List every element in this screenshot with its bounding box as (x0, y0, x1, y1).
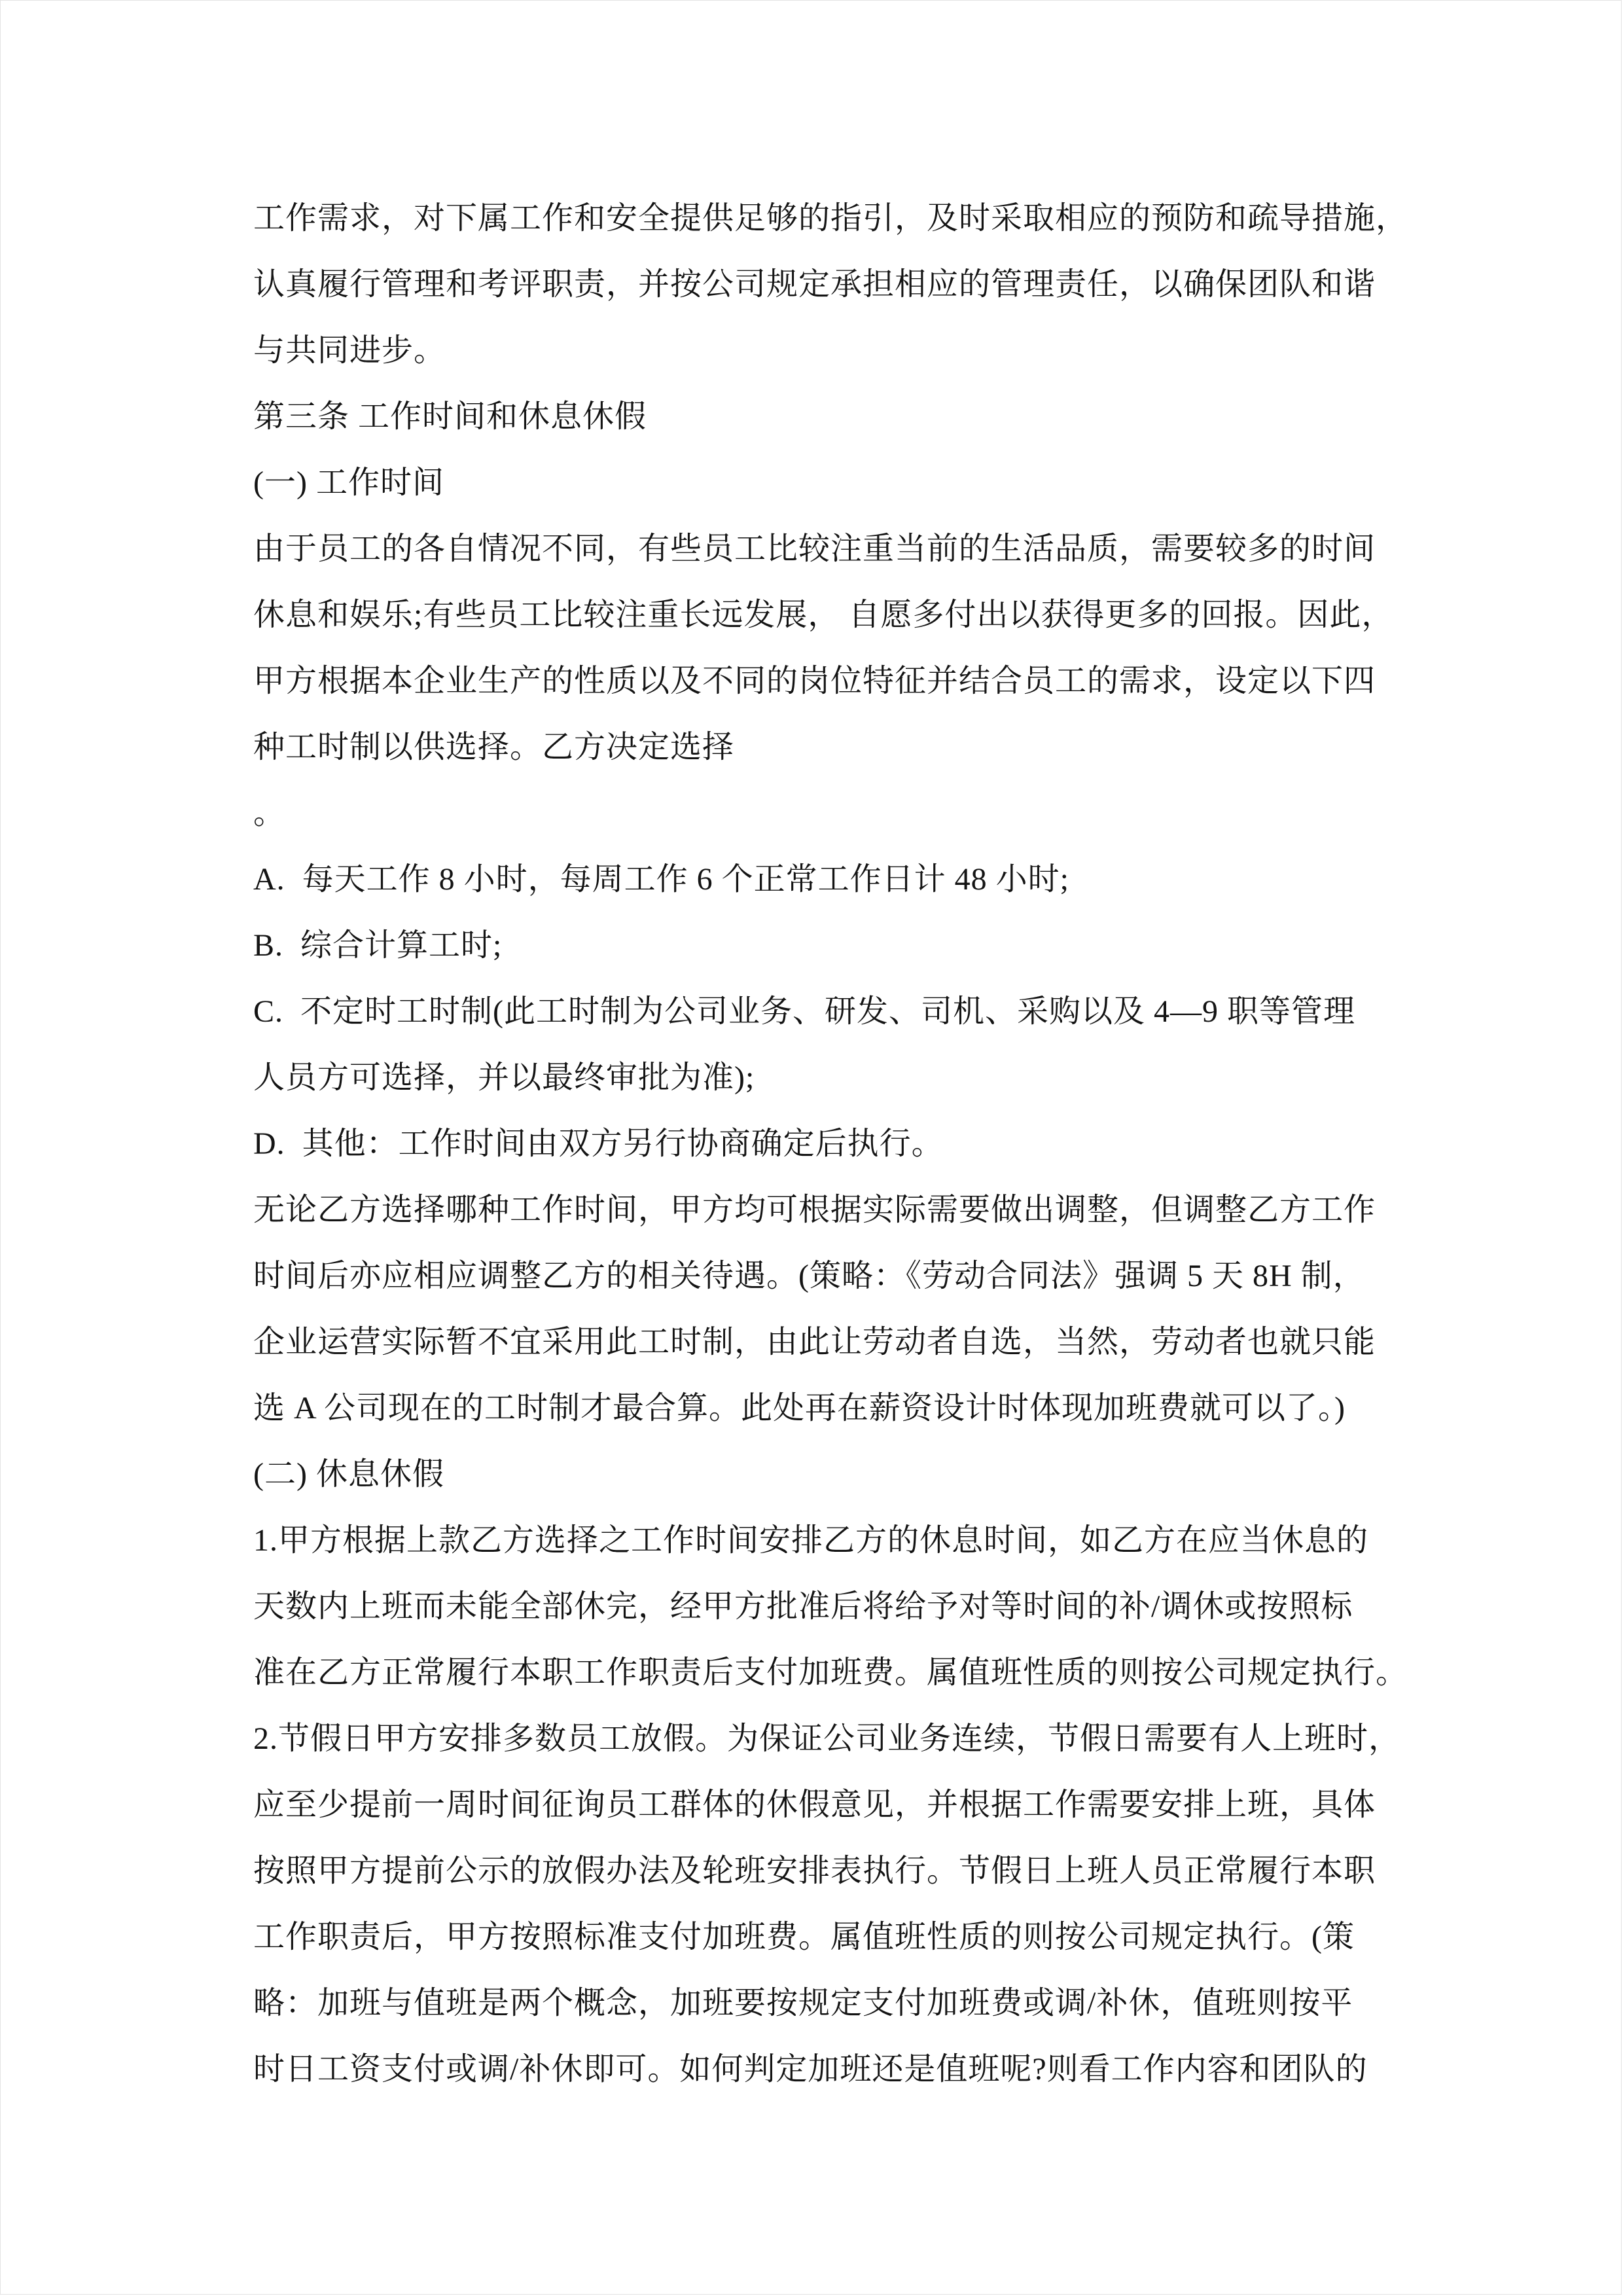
heading-rest-leave: (二) 休息休假 (253, 1457, 444, 1492)
list-item-a: A. 每天工作 8 小时，每周工作 6 个正常工作日计 48 小时; (253, 862, 1070, 897)
text-line: 工作需求，对下属工作和安全提供足够的指引，及时采取相应的预防和疏导措施， (253, 201, 1408, 236)
text-line: 与共同进步。 (253, 333, 446, 368)
list-item-b: B. 综合计算工时; (253, 928, 503, 963)
text-line: 1.甲方根据上款乙方选择之工作时间安排乙方的休息时间，如乙方在应当休息的 (253, 1523, 1369, 1558)
text-line-period: 。 (253, 796, 286, 831)
text-line: 休息和娱乐;有些员工比较注重长远发展， 自愿多付出以获得更多的回报。因此， (253, 598, 1394, 632)
text-line: 种工时制以供选择。乙方决定选择 (253, 730, 735, 764)
list-item-c: C. 不定时工时制(此工时制为公司业务、研发、司机、采购以及 4—9 职等管理 (253, 994, 1356, 1029)
text-line: 时间后亦应相应调整乙方的相关待遇。(策略：《劳动合同法》强调 5 天 8H 制， (253, 1259, 1365, 1293)
text-line: 应至少提前一周时间征询员工群体的休假意见，并根据工作需要安排上班，具体 (253, 1787, 1376, 1822)
text-line: 按照甲方提前公示的放假办法及轮班安排表执行。节假日上班人员正常履行本职 (253, 1854, 1376, 1888)
text-line: 略：加班与值班是两个概念，加班要按规定支付加班费或调/补休，值班则按平 (253, 1986, 1353, 2020)
text-line: 人员方可选择，并以最终审批为准); (253, 1060, 755, 1095)
text-line: 选 A 公司现在的工时制才最合算。此处再在薪资设计时体现加班费就可以了。) (253, 1391, 1346, 1426)
text-line: 企业运营实际暂不宜采用此工时制，由此让劳动者自选，当然，劳动者也就只能 (253, 1325, 1376, 1359)
text-line: 工作职责后，甲方按照标准支付加班费。属值班性质的则按公司规定执行。(策 (253, 1920, 1355, 1954)
heading-work-time: (一) 工作时间 (253, 465, 444, 500)
list-item-d: D. 其他：工作时间由双方另行协商确定后执行。 (253, 1126, 944, 1161)
text-line: 天数内上班而未能全部休完，经甲方批准后将给予对等时间的补/调休或按照标 (253, 1589, 1353, 1624)
text-line: 认真履行管理和考评职责，并按公司规定承担相应的管理责任，以确保团队和谐 (253, 267, 1376, 302)
document-text-block (253, 185, 1510, 2102)
text-line: 准在乙方正常履行本职工作职责后支付加班费。属值班性质的则按公司规定执行。 (253, 1655, 1408, 1690)
text-line: 由于员工的各自情况不同，有些员工比较注重当前的生活品质，需要较多的时间 (253, 531, 1376, 566)
text-line: 甲方根据本企业生产的性质以及不同的岗位特征并结合员工的需求，设定以下四 (253, 664, 1376, 698)
text-line: 时日工资支付或调/补休即可。如何判定加班还是值班呢?则看工作内容和团队的 (253, 2052, 1368, 2087)
heading-article-3: 第三条 工作时间和休息休假 (253, 399, 647, 434)
text-line: 无论乙方选择哪种工作时间，甲方均可根据实际需要做出调整，但调整乙方工作 (253, 1193, 1376, 1227)
text-line: 2.节假日甲方安排多数员工放假。为保证公司业务连续，节假日需要有人上班时， (253, 1721, 1401, 1756)
